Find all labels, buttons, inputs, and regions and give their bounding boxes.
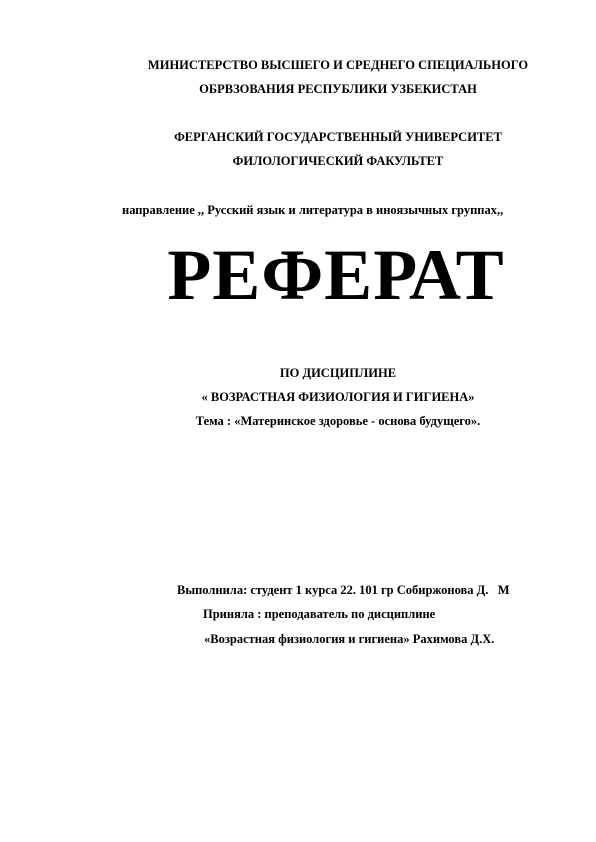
discipline-label: ПО ДИСЦИПЛИНЕ <box>279 366 397 380</box>
ministry-line-2: ОБРВЗОВАНИЯ РЕСПУБЛИКИ УЗБЕКИСТАН <box>199 82 477 96</box>
ministry-line-1: МИНИСТЕРСТВО ВЫСШЕГО И СРЕДНЕГО СПЕЦИАЛЬНОГО <box>147 58 529 72</box>
essay-topic: Тема : «Материнское здоровье - основа будущего». <box>195 414 481 428</box>
accepted-subject: «Возрастная физиология и гигиена» Рахимова Д.Х. <box>204 632 495 646</box>
faculty-name: ФИЛОЛОГИЧЕСКИЙ ФАКУЛЬТЕТ <box>232 154 444 168</box>
accepted-by: Приняла : преподаватель по дисциплине <box>203 607 436 621</box>
university-name: ФЕРГАНСКИЙ ГОСУДАРСТВЕННЫЙ УНИВЕРСИТЕТ <box>174 130 502 144</box>
discipline-name: « ВОЗРАСТНАЯ ФИЗИОЛОГИЯ И ГИГИЕНА» <box>201 390 475 404</box>
document-title: РЕФЕРАТ <box>167 235 505 315</box>
performed-by: Выполнила: студент 1 курса 22. 101 гр Собиржонова Д. М <box>177 583 510 597</box>
study-direction: направление ,, Русский язык и литература в иноязычных группах,, <box>122 203 504 217</box>
